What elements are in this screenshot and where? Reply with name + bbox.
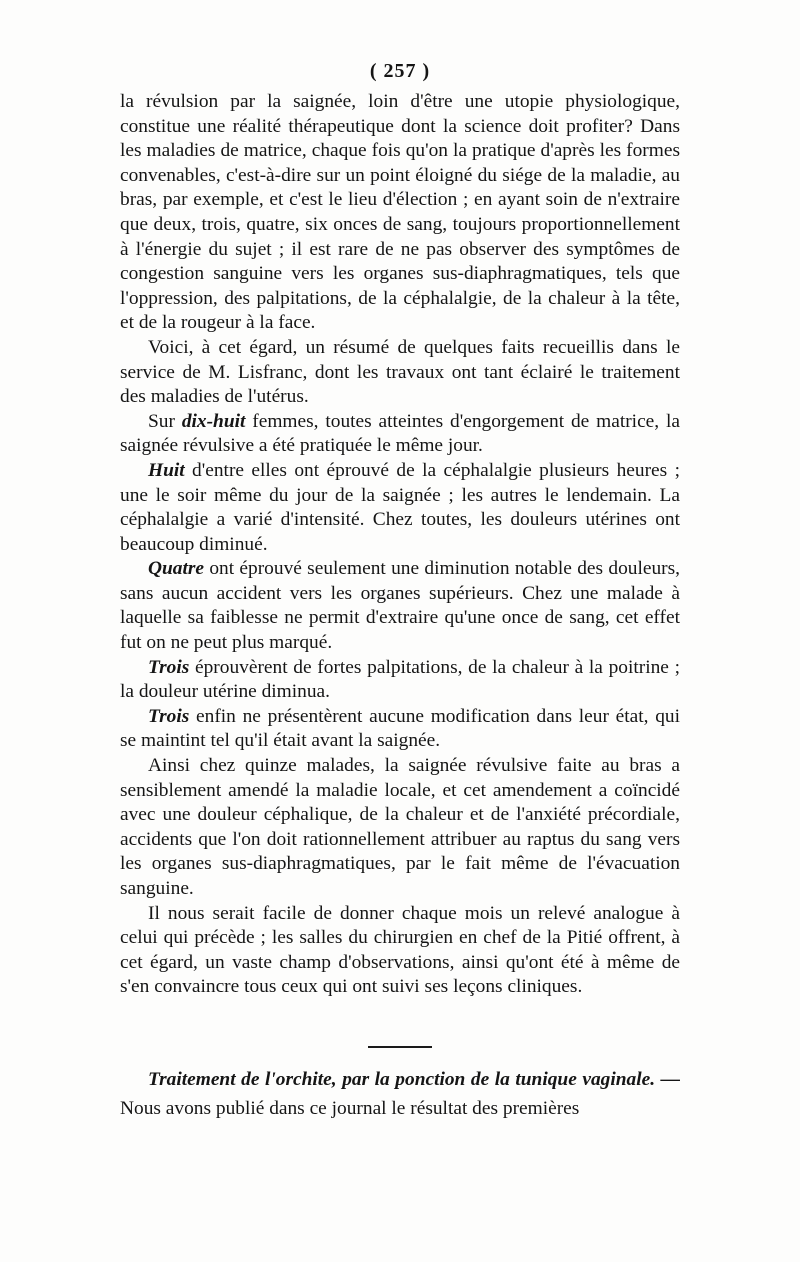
emphasis-count: Trois <box>148 705 190 727</box>
paragraph-quatre <box>120 557 680 655</box>
body-text <box>120 90 680 1000</box>
section-heading: Traitement de l'orchite, par la ponction de la tunique vaginale. — <box>148 1069 680 1090</box>
section-divider <box>368 1046 432 1048</box>
lead-text: Sur <box>148 410 182 432</box>
emphasis-count: dix-huit <box>181 410 246 432</box>
paragraph-text: femmes, toutes atteintes d'engorgement de matrice, la saignée révulsive a été pratiquée le même jour. <box>120 410 680 457</box>
paragraph-ainsi: Ainsi chez quinze malades, la saignée révulsive faite au bras a sensiblement amendé la maladie locale, et cet amendement a coïncidé avec une douleur céphalique, de la chaleur et de l'anxiété précordiale, accidents que l'on doit rationnellement attribuer au raptus du sang vers les organes sus-diaphragmatiques, par le fait même de l'évacuation sanguine. <box>120 755 680 899</box>
paragraph-text: ont éprouvé seulement une diminution notable des douleurs, sans aucun accident vers les organes supérieurs. Chez une malade à laquelle sa faiblesse ne permit d'extraire qu'une once de sang, cet effet fut on ne peut plus marqué. <box>120 558 680 654</box>
paragraph-text: d'entre elles ont éprouvé de la céphalalgie plusieurs heures ; une le soir même du jour de la saignée ; les autres le lendemain. La céphalalgie a varié d'intensité. Chez toutes, les douleurs utérines ont beaucoup diminué. <box>120 459 680 555</box>
emphasis-count: Quatre <box>148 558 205 580</box>
paragraph-text: éprouvèrent de fortes palpitations, de la chaleur à la poitrine ; la douleur utérine diminua. <box>120 656 680 703</box>
paragraph-voici: Voici, à cet égard, un résumé de quelques faits recueillis dans le service de M. Lisfranc, dont les travaux ont tant éclairé le traitement des maladies de l'utérus. <box>120 336 680 408</box>
emphasis-count: Huit <box>148 459 185 481</box>
paragraph-trois-second <box>120 705 680 754</box>
emphasis-count: Trois <box>148 656 190 678</box>
paragraph-trois-first <box>120 656 680 705</box>
paragraph-huit <box>120 459 680 557</box>
paragraph-text: enfin ne présentèrent aucune modification dans leur état, qui se maintint tel qu'il était avant la saignée. <box>120 705 680 752</box>
paragraph-il-nous: Il nous serait facile de donner chaque mois un relevé analogue à celui qui précède ; les salles du chirurgien en chef de la Pitié offrent, à cet égard, un vaste champ d'observations, ainsi qu'ont été à même de s'en convaincre tous ceux qui ont suivi ses leçons cliniques. <box>120 902 680 998</box>
orchite-section <box>120 1065 680 1123</box>
section-paragraph <box>120 1065 680 1123</box>
section-text: Nous avons publié dans ce journal le résultat des premières <box>120 1098 580 1119</box>
bleed-through <box>726 322 730 339</box>
page-number: ( 257 ) <box>369 60 431 82</box>
paragraph-sur-dix-huit <box>120 410 680 459</box>
paragraph-revulsion: la révulsion par la saignée, loin d'être une utopie physiologique, constitue une réalité thérapeutique dont la science doit profiter? Dans les maladies de matrice, chaque fois qu'on la pratique d'après les formes convenables, c'est-à-dire sur un point éloigné du siége de la maladie, au bras, par exemple, et c'est le lieu d'élection ; en ayant soin de n'extraire que deux, trois, quatre, six onces de sang, toujours proportionnellement à l'énergie du sujet ; il est rare de ne pas observer des symptômes de congestion sanguine vers les organes sus-diaphragmatiques, tels que l'oppression, des palpitations, de la céphalalgie, de la chaleur à la tête, et de la rougeur à la face. <box>120 91 680 334</box>
